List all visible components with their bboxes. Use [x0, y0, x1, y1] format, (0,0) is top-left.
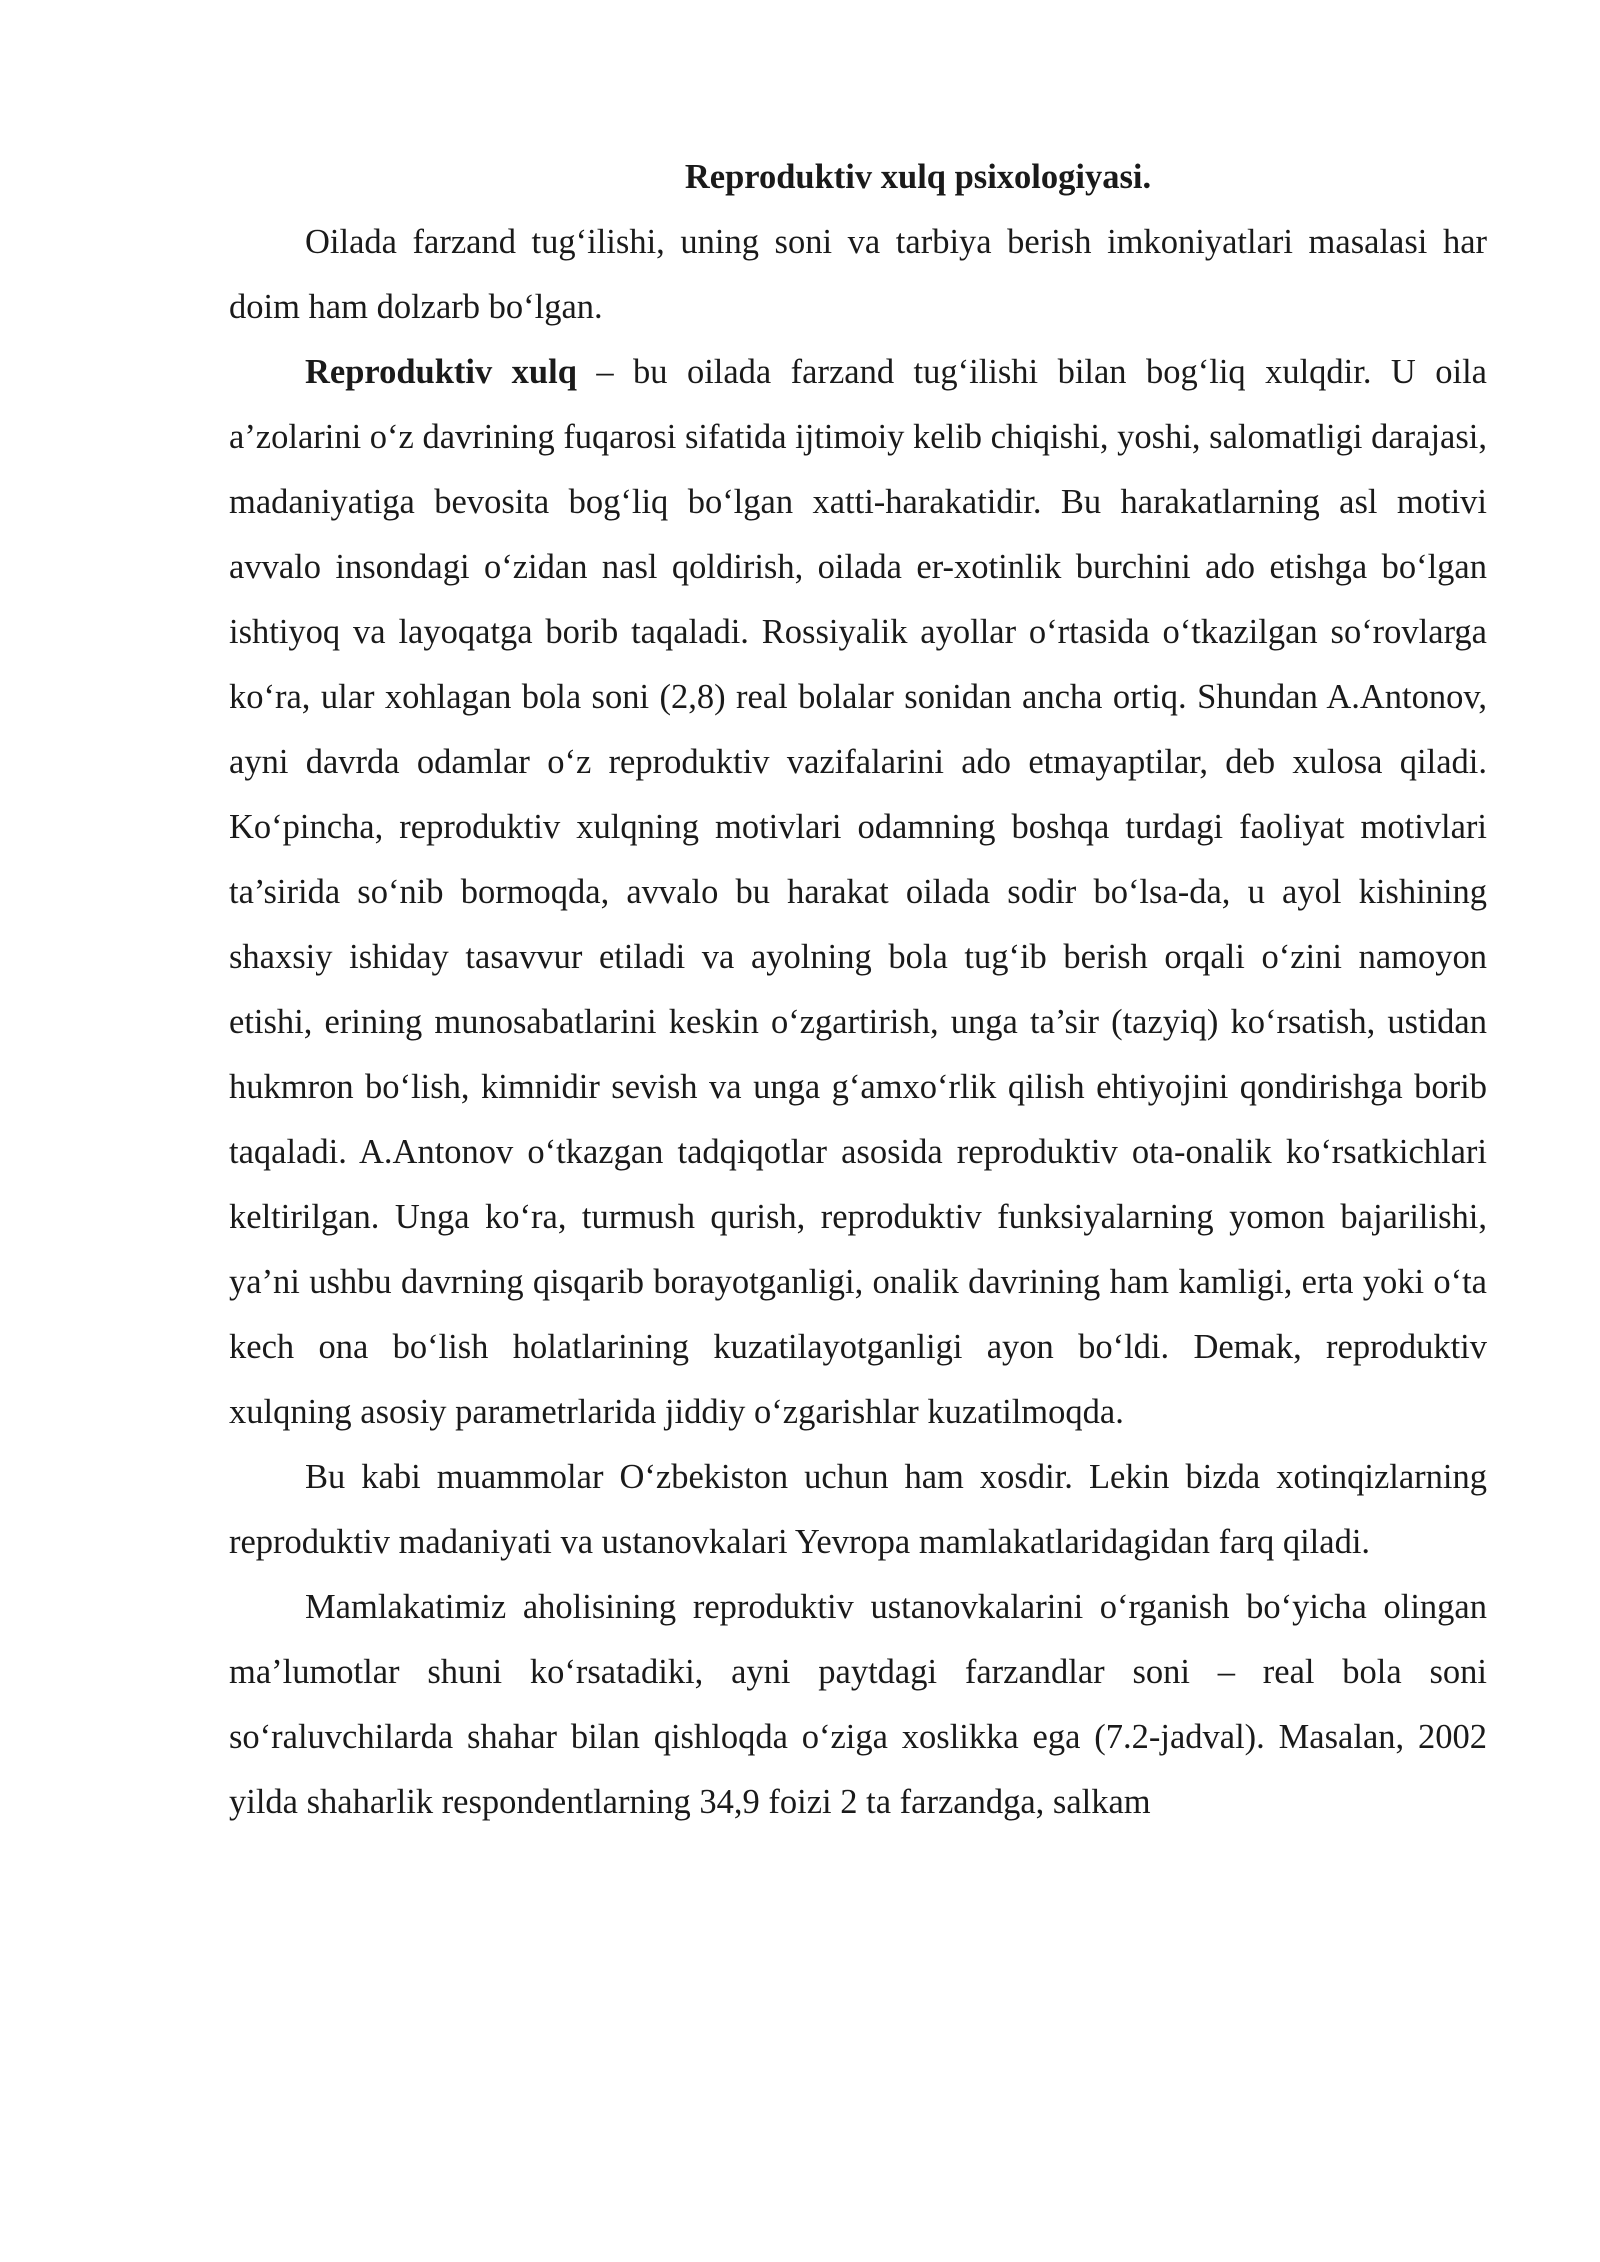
paragraph-text: Mamlakatimiz aholisining reproduktiv ustanovkalarini o‘rganish bo‘yicha olingan ma’lumotlar shuni ko‘rsatadiki, ayni paytdagi farzandlar soni – real bola soni so‘raluvchilarda shahar bilan qishloqda o‘ziga xoslikka ega (7.2-jadval). Masalan, 2002 yilda shaharlik respondentlarning 34,9 foizi 2 ta farzandga, salkam — [229, 1588, 1487, 1821]
paragraph-text: Bu kabi muammolar O‘zbekiston uchun ham xosdir. Lekin bizda xotinqizlarning reproduktiv madaniyati va ustanovkalari Yevropa mamlakatlaridagidan farq qiladi. — [229, 1458, 1487, 1561]
paragraph-intro — [229, 210, 1487, 340]
paragraph-definition — [229, 340, 1487, 1445]
paragraph-survey — [229, 1575, 1487, 1835]
paragraph-uzbekistan — [229, 1445, 1487, 1575]
paragraph-text: – bu oilada farzand tug‘ilishi bilan bog‘liq xulqdir. U oila a’zolarini o‘z davrining fuqarosi sifatida ijtimoiy kelib chiqishi, yoshi, salomatligi darajasi, madaniyatiga bevosita bog‘liq bo‘lgan xatti-harakatidir. Bu harakatlarning asl motivi avvalo insondagi o‘zidan nasl qoldirish, oilada er-xotinlik burchini ado etishga bo‘lgan ishtiyoq va layoqatga borib taqaladi. Rossiyalik ayollar o‘rtasida o‘tkazilgan so‘rovlarga ko‘ra, ular xohlagan bola soni (2,8) real bolalar sonidan ancha ortiq. Shundan A.Antonov, ayni davrda odamlar o‘z reproduktiv vazifalarini ado etmayaptilar, deb xulosa qiladi. Ko‘pincha, reproduktiv xulqning motivlari odamning boshqa turdagi faoliyat motivlari ta’sirida so‘nib bormoqda, avvalo bu harakat oilada sodir bo‘lsa-da, u ayol kishining shaxsiy ishiday tasavvur etiladi va ayolning bola tug‘ib berish orqali o‘zini namoyon etishi, erining munosabatlarini keskin o‘zgartirish, unga ta’sir (tazyiq) ko‘rsatish, ustidan hukmron bo‘lish, kimnidir sevish va unga g‘amxo‘rlik qilish ehtiyojini qondirishga borib taqaladi. A.Antonov o‘tkazgan tadqiqotlar asosida reproduktiv ota-onalik ko‘rsatkichlari keltirilgan. Unga ko‘ra, turmush qurish, reproduktiv funksiyalarning yomon bajarilishi, ya’ni ushbu davrning qisqarib borayotganligi, onalik davrining ham kamligi, erta yoki o‘ta kech ona bo‘lish holatlarining kuzatilayotganligi ayon bo‘ldi. Demak, reproduktiv xulqning asosiy parametrlarida jiddiy o‘zgarishlar kuzatilmoqda. — [229, 353, 1488, 1431]
defined-term: Reproduktiv xulq — [305, 353, 577, 391]
document-body — [229, 145, 1487, 1835]
document-title: Reproduktiv xulq psixologiyasi. — [684, 158, 1152, 196]
paragraph-text: Oilada farzand tug‘ilishi, uning soni va tarbiya berish imkoniyatlari masalasi har doim ham dolzarb bo‘lgan. — [229, 223, 1487, 326]
